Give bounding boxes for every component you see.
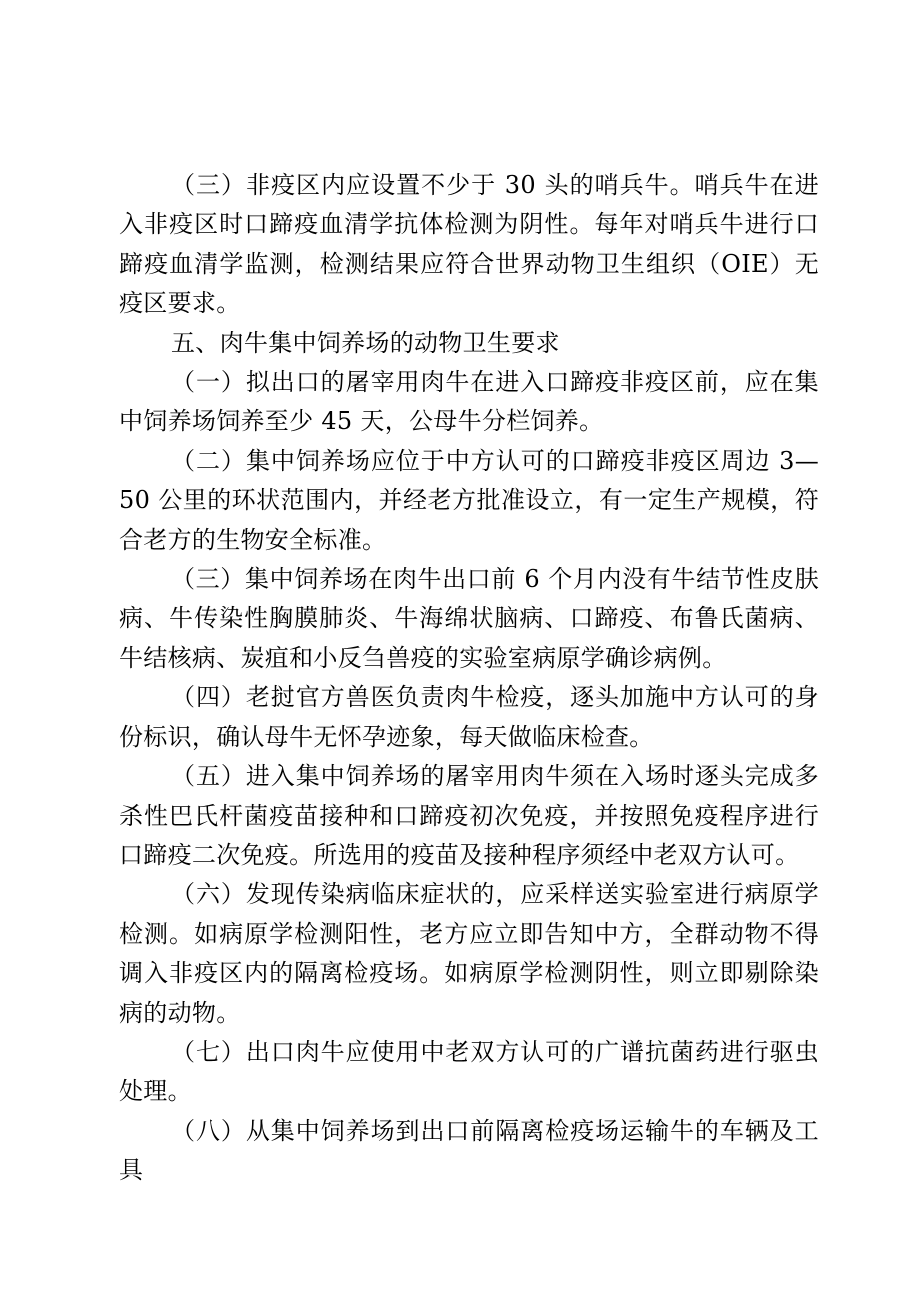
section-heading-feedlot: 五、肉牛集中饲养场的动物卫生要求	[171, 328, 560, 357]
paragraph-item-8: （八）从集中饲养场到出口前隔离检疫场运输牛的车辆及工具	[119, 1116, 819, 1185]
paragraph-item-5: （五）进入集中饲养场的屠宰用肉牛须在入场时逐头完成多杀性巴氏杆菌疫苗接种和口蹄疫初次免疫，并按照免疫程序进行口蹄疫二次免疫。所选用的疫苗及接种程序须经中老双方认可。	[119, 762, 819, 869]
paragraph-item-4: （四）老挝官方兽医负责肉牛检疫，逐头加施中方认可的身份标识，确认母牛无怀孕迹象，每天做临床检查。	[119, 683, 819, 751]
paragraph-item-7: （七）出口肉牛应使用中老双方认可的广谱抗菌药进行驱虫处理。	[119, 1037, 819, 1106]
paragraph-item-2: （二）集中饲养场应位于中方认可的口蹄疫非疫区周边 3—50 公里的环状范围内，并经老方批准设立，有一定生产规模，符合老方的生物安全标准。	[119, 446, 819, 554]
paragraph-item-6: （六）发现传染病临床症状的，应采样送实验室进行病原学检测。如病原学检测阳性，老方应立即告知中方，全群动物不得调入非疫区内的隔离检疫场。如病原学检测阴性，则立即剔除染病的动物。	[119, 880, 819, 1027]
paragraph-item-3: （三）集中饲养场在肉牛出口前 6 个月内没有牛结节性皮肤病、牛传染性胸膜肺炎、牛海绵状脑病、口蹄疫、布鲁氏菌病、牛结核病、炭疽和小反刍兽疫的实验室病原学确诊病例。	[119, 565, 819, 672]
document-body	[119, 166, 819, 1191]
paragraph-item-1: （一）拟出口的屠宰用肉牛在进入口蹄疫非疫区前，应在集中饲养场饲养至少 45 天，公母牛分栏饲养。	[119, 368, 819, 436]
paragraph-sentinel-cattle: （三）非疫区内应设置不少于 30 头的哨兵牛。哨兵牛在进入非疫区时口蹄疫血清学抗体检测为阴性。每年对哨兵牛进行口蹄疫血清学监测，检测结果应符合世界动物卫生组织（OIE）无疫区要求。	[119, 171, 819, 318]
